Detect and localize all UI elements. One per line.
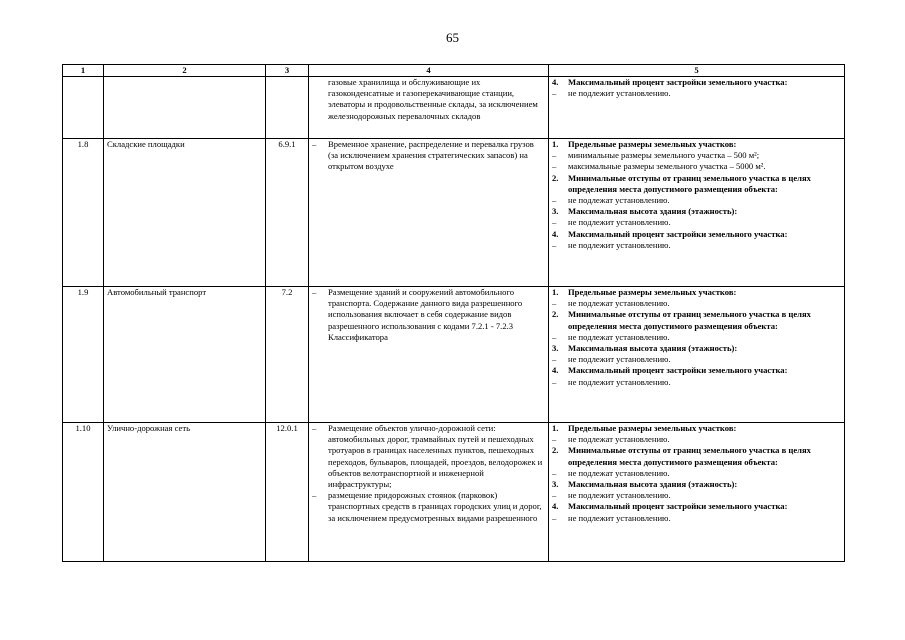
parameter-title: Максимальный процент застройки земельного участка: (568, 228, 788, 239)
parameter-value (552, 332, 841, 343)
row-number: 1.8 (63, 139, 104, 287)
description-dash: – (312, 423, 317, 433)
use-name: Улично-дорожная сеть (104, 423, 266, 562)
parameter-dash: – (552, 298, 557, 309)
parameter-heading (552, 287, 841, 298)
use-description (309, 287, 549, 423)
header-col-2: 2 (104, 65, 266, 77)
parameter-number: 3. (552, 206, 559, 217)
description-text: газовые хранилища и обслуживающие их газоконденсатные и газоперекачивающие станции, элеваторы и продовольственные склады, за исключением железнодорожных перевалочных складов (328, 77, 538, 121)
parameter-title: Минимальные отступы от границ земельного участка в целях определения места допустимого размещения объекта: (568, 309, 811, 331)
header-col-4: 4 (309, 65, 549, 77)
parameter-heading (552, 343, 841, 354)
description-item (312, 423, 545, 490)
parameter-value-text: минимальные размеры земельного участка – 500 м²; (568, 150, 760, 161)
parameter-value (552, 161, 841, 172)
parameter-value (552, 88, 841, 99)
parameter-number: 2. (552, 172, 559, 183)
parameter-value-text: не подлежит установлению. (568, 239, 671, 250)
description-dash: – (312, 287, 317, 297)
description-dash: – (312, 490, 317, 501)
parameter-title: Минимальные отступы от границ земельного участка в целях определения места допустимого размещения объекта: (568, 172, 811, 194)
parameter-dash: – (552, 239, 557, 250)
parameter-heading (552, 229, 841, 240)
parameter-heading (552, 309, 841, 331)
parameter-value-text: не подлежит установлению. (568, 376, 671, 387)
header-col-1: 1 (63, 65, 104, 77)
parameter-value (552, 195, 841, 206)
parameters (549, 423, 845, 562)
table-row (63, 423, 845, 562)
parameter-dash: – (552, 376, 557, 387)
description-dash (312, 77, 328, 122)
classifier-code: 7.2 (266, 287, 309, 423)
parameter-value-text: максимальные размеры земельного участка – 5000 м². (568, 161, 766, 172)
parameter-title: Предельные размеры земельных участков: (568, 287, 737, 297)
parameter-heading (552, 423, 841, 434)
use-description (309, 77, 549, 139)
use-description (309, 139, 549, 287)
use-name: Складские площадки (104, 139, 266, 287)
header-col-3: 3 (266, 65, 309, 77)
parameter-dash: – (552, 161, 557, 172)
parameter-value (552, 490, 841, 501)
parameter-number: 1. (552, 287, 559, 297)
parameter-dash: – (552, 195, 557, 206)
parameter-heading (552, 206, 841, 217)
parameter-number: 4. (552, 228, 559, 239)
parameter-value (552, 377, 841, 388)
parameter-value (552, 240, 841, 251)
parameter-title: Предельные размеры земельных участков: (568, 139, 737, 149)
description-dash: – (312, 139, 317, 149)
parameter-heading (552, 479, 841, 490)
parameter-value-text: не подлежит установлению. (568, 354, 671, 365)
table-row (63, 139, 845, 287)
table-row (63, 287, 845, 423)
parameter-heading (552, 139, 841, 150)
parameter-value (552, 298, 841, 309)
parameter-title: Максимальная высота здания (этажность): (568, 206, 738, 217)
header-col-5: 5 (549, 65, 845, 77)
classifier-code: 6.9.1 (266, 139, 309, 287)
parameter-number: 1. (552, 423, 559, 433)
parameter-title: Максимальная высота здания (этажность): (568, 479, 738, 490)
parameter-value-text: не подлежит установлению. (568, 217, 671, 228)
parameter-value-text: не подлежат установлению. (568, 195, 670, 206)
description-text: размещение придорожных стоянок (парковок) транспортных средств в границах городских улиц и дорог, за исключением предусмотренных видами разрешенного (328, 490, 542, 523)
parameter-title: Максимальный процент застройки земельного участка: (568, 501, 788, 512)
parameter-value-text: не подлежат установлению. (568, 434, 670, 445)
classifier-code (266, 77, 309, 139)
parameter-number: 4. (552, 365, 559, 376)
parameter-dash: – (552, 434, 557, 445)
parameter-heading (552, 173, 841, 195)
parameter-heading (552, 501, 841, 512)
parameter-heading (552, 77, 841, 88)
parameter-dash: – (552, 331, 557, 342)
parameter-heading (552, 445, 841, 467)
zoning-table (62, 64, 845, 562)
header-row (63, 65, 845, 77)
parameter-value-text: не подлежит установлению. (568, 490, 671, 501)
description-item (312, 490, 545, 524)
parameter-number: 1. (552, 139, 559, 149)
parameter-title: Минимальные отступы от границ земельного участка в целях определения места допустимого размещения объекта: (568, 445, 811, 467)
classifier-code: 12.0.1 (266, 423, 309, 562)
parameters (549, 139, 845, 287)
parameter-value (552, 513, 841, 524)
row-number: 1.10 (63, 423, 104, 562)
description-text: Размещение зданий и сооружений автомобильного транспорта. Содержание данного вида разрешенного использования включает в себя содержание видов разрешенного использования с кодами 7.2.1 - 7.2.3 Классификатора (328, 287, 523, 342)
parameter-value-text: не подлежат установлению. (568, 331, 670, 342)
parameters (549, 287, 845, 423)
use-name: Автомобильный транспорт (104, 287, 266, 423)
use-name (104, 77, 266, 139)
parameter-title: Максимальная высота здания (этажность): (568, 343, 738, 354)
description-item (312, 139, 545, 173)
parameter-value-text: не подлежат установлению. (568, 467, 670, 478)
parameter-value (552, 354, 841, 365)
use-description (309, 423, 549, 562)
description-item (312, 77, 545, 122)
parameter-value-text: не подлежат установлению. (568, 298, 670, 309)
parameter-dash: – (552, 467, 557, 478)
table-body (63, 77, 845, 562)
parameter-title: Максимальный процент застройки земельного участка: (568, 77, 788, 87)
parameter-value (552, 468, 841, 479)
table-row (63, 77, 845, 139)
page-number: 65 (446, 30, 459, 45)
parameter-title: Предельные размеры земельных участков: (568, 423, 737, 433)
parameter-dash: – (552, 512, 557, 523)
parameter-number: 2. (552, 309, 559, 320)
parameter-number: 2. (552, 445, 559, 456)
parameter-number: 3. (552, 479, 559, 490)
parameter-dash: – (552, 217, 557, 228)
parameter-dash: – (552, 150, 557, 161)
parameter-value (552, 150, 841, 161)
parameter-dash: – (552, 354, 557, 365)
parameter-number: 4. (552, 501, 559, 512)
parameter-value-text: не подлежит установлению. (568, 88, 671, 99)
description-text: Временное хранение, распределение и перевалка грузов (за исключением хранения стратегических запасов) на открытом воздухе (328, 139, 534, 172)
parameter-value (552, 434, 841, 445)
parameter-value (552, 217, 841, 228)
description-text: Размещение объектов улично-дорожной сети: автомобильных дорог, трамвайных путей и пешеходных тротуаров в границах населенных пунктов, пешеходных переходов, бульваров, площадей, проездов, велодорожек и объектов велотранспортной и инженерной инфраструктуры; (328, 423, 543, 490)
row-number: 1.9 (63, 287, 104, 423)
parameters (549, 77, 845, 139)
parameter-dash: – (552, 88, 557, 99)
parameter-title: Максимальный процент застройки земельного участка: (568, 365, 788, 376)
description-item (312, 287, 545, 343)
row-number (63, 77, 104, 139)
parameter-number: 4. (552, 77, 559, 87)
parameter-number: 3. (552, 343, 559, 354)
parameter-heading (552, 365, 841, 376)
parameter-dash: – (552, 490, 557, 501)
parameter-value-text: не подлежит установлению. (568, 512, 671, 523)
